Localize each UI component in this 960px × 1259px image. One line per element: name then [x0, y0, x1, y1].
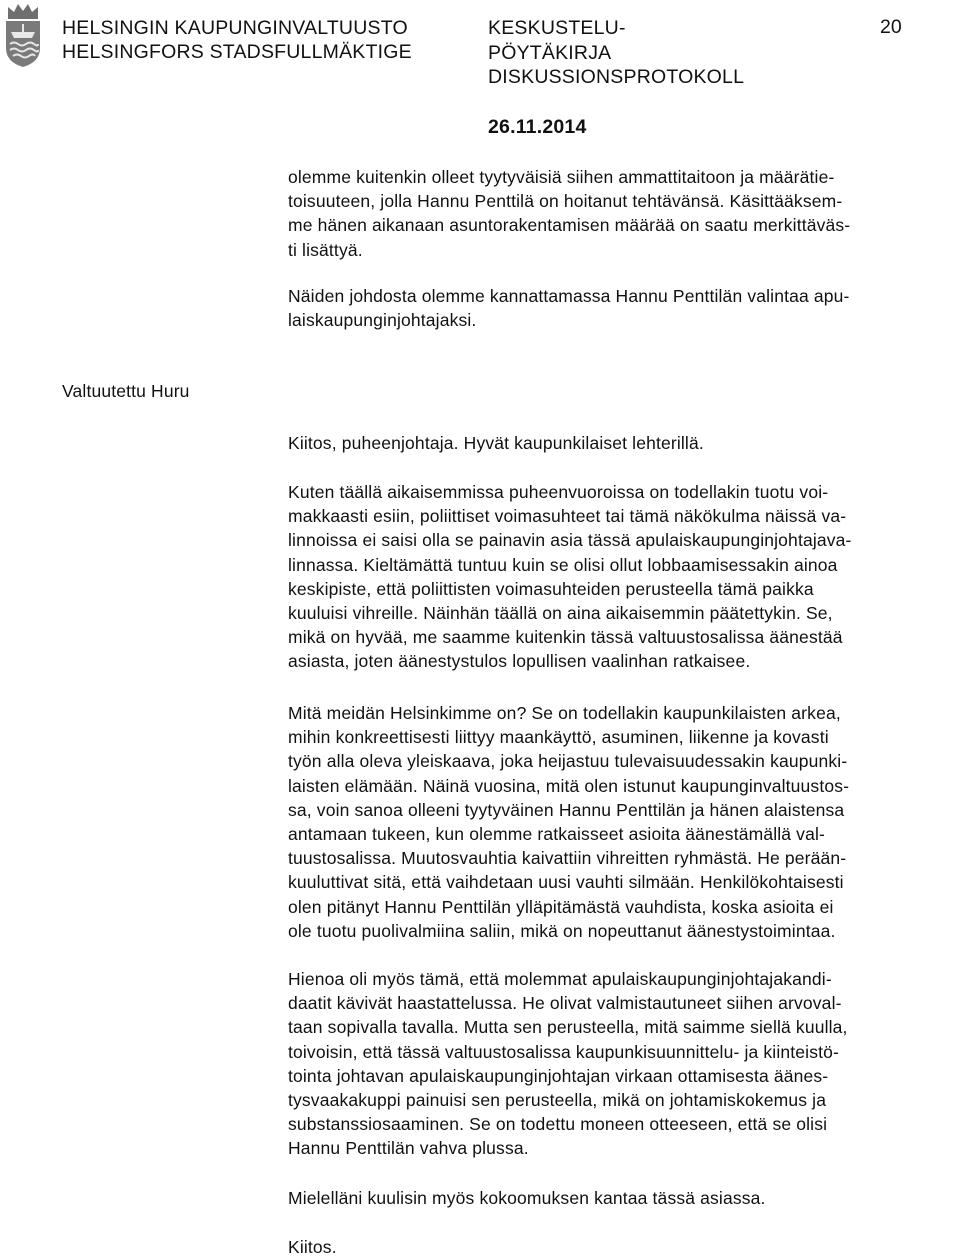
- text-line: olemme kuitenkin olleet tyytyväisiä siihen ammattitaitoon ja määrätie-: [288, 167, 835, 187]
- document-type-line-3: DISKUSSIONSPROTOKOLL: [488, 66, 745, 88]
- paragraph-3: [288, 431, 952, 455]
- text-line: toivoisin, että tässä valtuustosalissa kaupunkisuunnittelu- ja kiinteistö-: [288, 1041, 839, 1062]
- text-line: ti lisättyä.: [288, 239, 363, 260]
- text-line: Kiitos, puheenjohtaja. Hyvät kaupunkilaiset lehterillä.: [288, 433, 704, 453]
- text-line: Hienoa oli myös tämä, että molemmat apulaiskaupunginjohtajakandi-: [288, 969, 832, 989]
- text-line: Kiitos.: [288, 1237, 337, 1257]
- speaker-name: Valtuutettu Huru: [62, 381, 190, 401]
- text-line: Näiden johdosta olemme kannattamassa Hannu Penttilän valintaa apu-: [288, 286, 850, 306]
- text-line: makkaasti esiin, poliittiset voimasuhteet tai tämä näkökulma näissä va-: [288, 506, 847, 527]
- organization-name-fi: HELSINGIN KAUPUNGINVALTUUSTO: [62, 17, 408, 39]
- text-line: mihin konkreettisesti liittyy maankäyttö, asuminen, liikenne ja kovasti: [288, 727, 829, 748]
- page-header: [0, 0, 960, 150]
- document-type: [488, 16, 744, 90]
- paragraph-4: [288, 480, 952, 674]
- text-line: sa, voin sanoa olleeni tyytyväinen Hannu Penttilän ja hänen alaistensa: [288, 799, 845, 820]
- text-line: linnoissa ei saisi olla se painavin asia tässä apulaiskaupunginjohtajava-: [288, 530, 852, 551]
- document-type-line-1: KESKUSTELU-: [488, 17, 626, 39]
- paragraph-2: [288, 284, 952, 332]
- text-line: taan sopivalla tavalla. Mutta sen perusteella, mitä saimme siellä kuulla,: [288, 1017, 848, 1038]
- text-line: kuuluttivat sitä, että vaihdetaan uusi vauhti silmään. Henkilökohtaisesti: [288, 872, 844, 893]
- page-number: 20: [880, 16, 902, 38]
- text-line: linnassa. Kieltämättä tuntuu kuin se olisi ollut lobbaamisessakin ainoa: [288, 554, 838, 575]
- text-line: tysvaakakuppi painuisi sen perusteella, mikä on johtamiskokemus ja: [288, 1090, 827, 1111]
- paragraph-1: [288, 165, 952, 262]
- text-line: laisten elämään. Näinä vuosina, mitä olen istunut kaupunginvaltuustos-: [288, 775, 850, 796]
- text-line: laiskaupunginjohtajaksi.: [288, 310, 477, 331]
- text-line: toisuuteen, jolla Hannu Penttilä on hoitanut tehtävänsä. Käsittääksem-: [288, 191, 843, 212]
- organization-name-sv: HELSINGFORS STADSFULLMÄKTIGE: [62, 41, 412, 63]
- paragraph-5: [288, 701, 952, 943]
- organization-name: [62, 16, 412, 64]
- meeting-date: 26.11.2014: [488, 116, 587, 138]
- text-line: Mitä meidän Helsinkimme on? Se on todellakin kaupunkilaisten arkea,: [288, 703, 841, 723]
- text-line: mikä on hyvää, me saamme kuitenkin tässä valtuustosalissa äänestää: [288, 627, 843, 648]
- text-line: asiasta, joten äänestystulos lopullisen vaalinhan ratkaisee.: [288, 651, 751, 672]
- text-line: keskipiste, että poliittisten voimasuhteiden perusteella tämä paikka: [288, 578, 814, 599]
- text-line: Kuten täällä aikaisemmissa puheenvuoroissa on todellakin tuotu voi-: [288, 482, 829, 502]
- paragraph-6: [288, 967, 952, 1161]
- text-line: antamaan tukeen, kun olemme ratkaisseet asioita äänestämällä val-: [288, 824, 825, 845]
- text-line: substanssiosaaminen. Se on todettu moneen otteeseen, että se olisi: [288, 1114, 828, 1135]
- text-line: tointa johtavan apulaiskaupunginjohtajan virkaan ottamisesta äänes-: [288, 1065, 829, 1086]
- text-line: ole tuotu puolivalmiina saliin, mikä on nopeuttanut äänestystoimintaa.: [288, 920, 836, 941]
- document-type-line-2: PÖYTÄKIRJA: [488, 41, 612, 64]
- text-line: kuuluisi vihreille. Näinhän täällä on aina aikaisemmin päätettykin. Se,: [288, 603, 833, 624]
- text-line: Hannu Penttilän vahva plussa.: [288, 1138, 529, 1159]
- paragraph-8: [288, 1235, 952, 1259]
- text-line: Mielelläni kuulisin myös kokoomuksen kantaa tässä asiassa.: [288, 1188, 766, 1208]
- paragraph-7: [288, 1186, 952, 1210]
- text-line: daatit kävivät haastattelussa. He olivat valmistautuneet siihen arvoval-: [288, 993, 842, 1014]
- text-line: olen pitänyt Hannu Penttilän ylläpitämästä vauhdista, koska asioita ei: [288, 896, 834, 917]
- text-line: työn alla oleva yleiskaava, joka heijastuu tulevaisuudessakin kaupunki-: [288, 751, 848, 772]
- helsinki-crest-icon: [2, 2, 44, 68]
- text-line: me hänen aikanaan asuntorakentamisen määrää on saatu merkittäväs-: [288, 215, 851, 236]
- text-line: tuustosalissa. Muutosvauhtia kaivattiin vihreitten ryhmästä. He perään-: [288, 848, 847, 869]
